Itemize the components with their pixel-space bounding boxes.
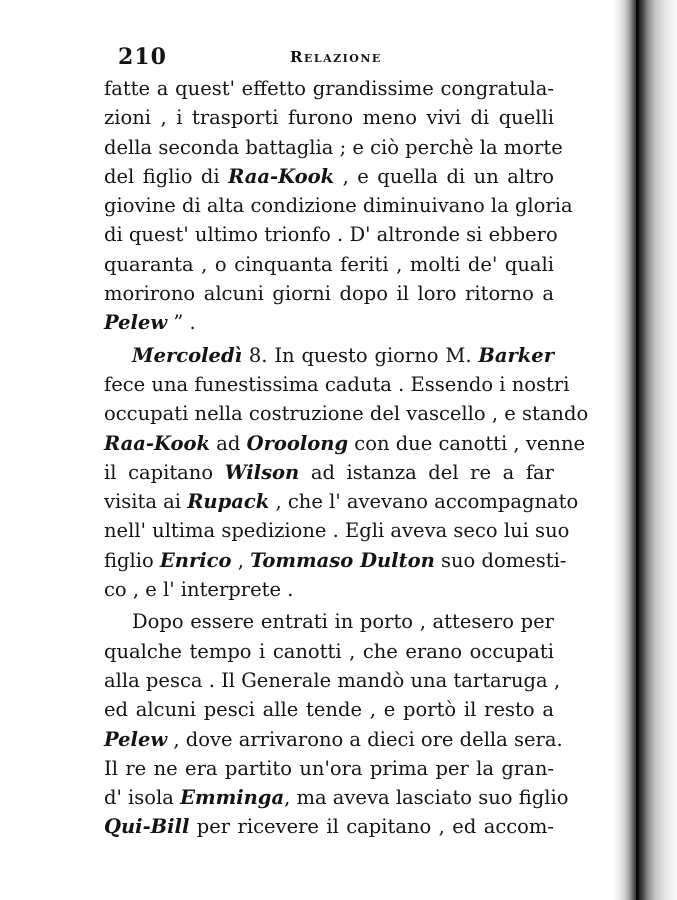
person-name: Tommaso Dulton — [250, 548, 435, 572]
text-line-3: della seconda battaglia ; e ciò perchè la morte — [104, 135, 563, 159]
text-line-10: Mercoledì 8. In questo giorno M. Barker — [132, 343, 554, 367]
text-line-22: ed alcuni pesci alle tende , e portò il resto a — [104, 698, 554, 722]
page-number: 210 — [118, 44, 167, 70]
book-spine-edge — [636, 0, 639, 900]
text-line-15: visita ai Rupack , che l' avevano accompagnato — [104, 490, 579, 514]
running-head: Relazione — [290, 48, 382, 66]
text-line-1: fatte a quest' effetto grandissime congratula- — [104, 77, 554, 100]
text-line-16: nell' ultima spedizione . Egli aveva seco lui suo — [104, 519, 570, 543]
person-name: Barker — [478, 343, 554, 367]
page-header — [118, 40, 538, 70]
text-line-20: qualche tempo i canotti , che erano occupati — [104, 639, 554, 663]
place-name: Oroolong — [246, 431, 349, 455]
person-name: Qui-Bill — [104, 815, 190, 839]
person-name: Wilson — [224, 460, 300, 484]
text-line-26: Qui-Bill per ricevere il capitano , ed accom- — [104, 815, 554, 839]
person-name: Raa-Kook — [104, 431, 211, 455]
text-line-14: il capitano Wilson ad istanza del re a far — [104, 460, 555, 484]
book-spine-shadow — [612, 0, 677, 900]
place-name: Pelew — [104, 727, 168, 751]
person-name: Raa-Kook — [228, 164, 335, 188]
text-line-6: di quest' ultimo trionfo . D' altronde si ebbero — [104, 223, 558, 247]
text-line-2: zioni , i trasporti furono meno vivi di quelli — [104, 106, 554, 130]
text-line-7: quaranta , o cinquanta feriti , molti de' quali — [104, 252, 554, 276]
text-line-9: Pelew ” . — [104, 311, 196, 335]
text-line-23: Pelew , dove arrivarono a dieci ore della sera. — [104, 727, 563, 751]
text-line-11: fece una funestissima caduta . Essendo i nostri — [104, 372, 570, 396]
person-name: Enrico — [159, 548, 232, 572]
day-name: Mercoledì — [132, 343, 243, 367]
body-text — [104, 74, 589, 842]
text-line-24: Il re ne era partito un'ora prima per la gran- — [104, 756, 554, 780]
place-name: Emminga — [180, 786, 285, 810]
text-line-25: d' isola Emminga, ma aveva lasciato suo figlio — [104, 786, 569, 810]
text-line-19: Dopo essere entrati in porto , attesero per — [132, 610, 554, 634]
title-name: Rupack — [187, 490, 270, 514]
text-line-17: figlio Enrico , Tommaso Dulton suo domesti- — [104, 548, 567, 572]
place-name: Pelew — [104, 311, 168, 335]
text-line-18: co , e l' interprete . — [104, 578, 294, 602]
text-line-5: giovine di alta condizione diminuivano la gloria — [104, 194, 573, 218]
text-line-8: morirono alcuni giorni dopo il loro ritorno a — [104, 282, 554, 306]
text-line-12: occupati nella costruzione del vascello , e stando — [104, 402, 589, 426]
text-line-21: alla pesca . Il Generale mandò una tartaruga , — [104, 668, 561, 692]
text-line-13: Raa-Kook ad Oroolong con due canotti , venne — [104, 431, 586, 455]
text-line-4: del figlio di Raa-Kook , e quella di un altro — [104, 164, 554, 188]
